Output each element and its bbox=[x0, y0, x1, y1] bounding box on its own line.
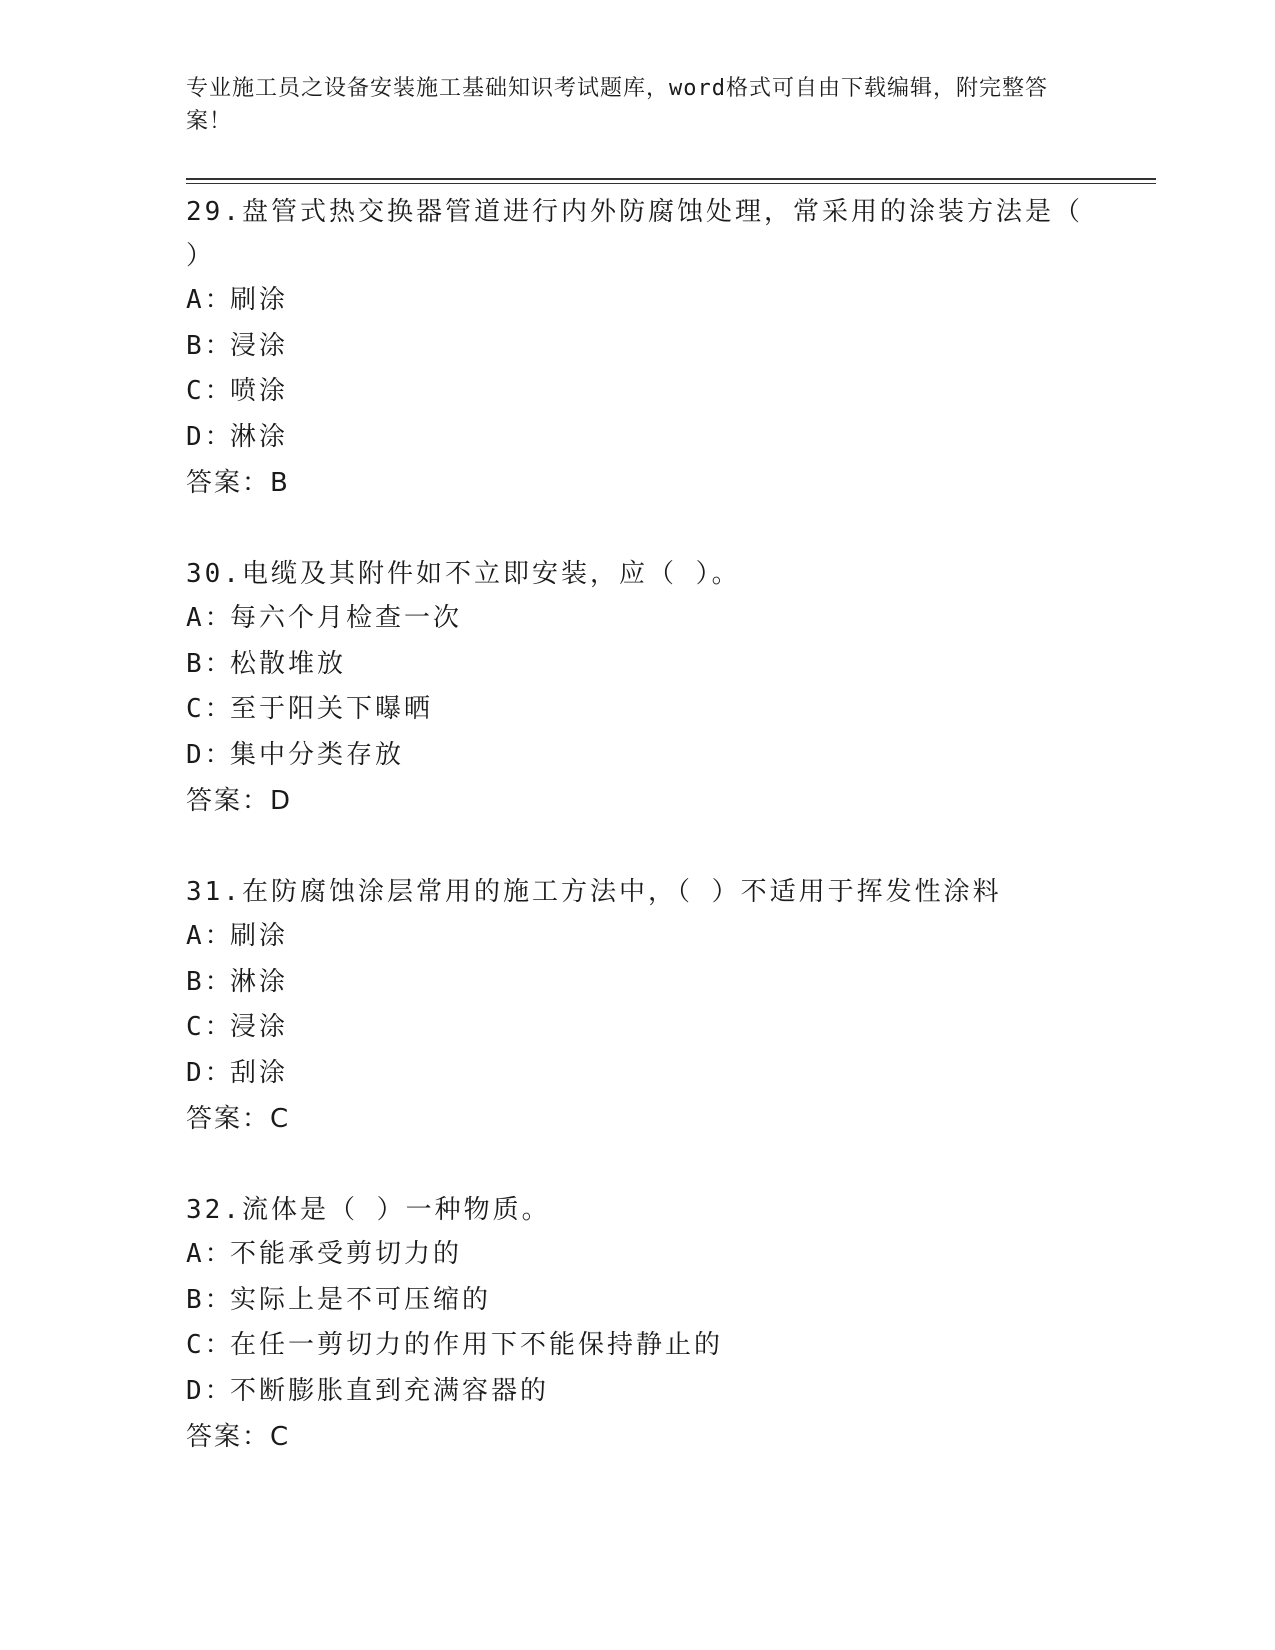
question-stem: 30.电缆及其附件如不立即安装，应（ ）。 bbox=[186, 559, 741, 589]
option-b bbox=[186, 960, 1086, 1006]
option-d bbox=[186, 1369, 1086, 1415]
option-a bbox=[186, 278, 1086, 324]
header-divider bbox=[186, 178, 1156, 180]
option-text: 不断膨胀直到充满容器的 bbox=[230, 1375, 550, 1406]
answer-label: 答案： bbox=[186, 786, 271, 816]
option-letter: D： bbox=[186, 1375, 234, 1406]
option-letter: C： bbox=[186, 1330, 234, 1360]
option-text: 每六个月检查一次 bbox=[230, 603, 463, 633]
option-letter: A： bbox=[186, 921, 234, 951]
answer-label: 答案： bbox=[186, 468, 271, 498]
option-text: 刮涂 bbox=[230, 1057, 289, 1088]
question-31 bbox=[186, 870, 1086, 1142]
option-text: 淋涂 bbox=[230, 421, 289, 452]
option-text: 喷涂 bbox=[230, 376, 289, 406]
option-letter: D： bbox=[186, 739, 234, 770]
option-letter: C： bbox=[186, 694, 234, 724]
question-stem: 31.在防腐蚀涂层常用的施工方法中，（ ）不适用于挥发性涂料 bbox=[186, 877, 1002, 907]
answer-value: C bbox=[270, 1422, 291, 1452]
answer-value: D bbox=[270, 786, 293, 816]
option-letter: C： bbox=[186, 1012, 234, 1042]
option-letter: A： bbox=[186, 603, 234, 633]
answer-line bbox=[186, 1414, 1086, 1460]
option-letter: D： bbox=[186, 1057, 234, 1088]
option-text: 至于阳关下曝晒 bbox=[230, 694, 434, 724]
answer-line bbox=[186, 1096, 1086, 1142]
option-c bbox=[186, 1005, 1086, 1051]
option-letter: B： bbox=[186, 1284, 234, 1315]
option-d bbox=[186, 733, 1086, 779]
option-text: 在任一剪切力的作用下不能保持静止的 bbox=[230, 1330, 724, 1360]
option-a bbox=[186, 596, 1086, 642]
answer-line bbox=[186, 460, 1086, 506]
question-list bbox=[186, 190, 1086, 1506]
option-text: 淋涂 bbox=[230, 966, 289, 997]
option-text: 刷涂 bbox=[230, 921, 289, 951]
option-text: 刷涂 bbox=[230, 285, 289, 315]
question-stem: 29.盘管式热交换器管道进行内外防腐蚀处理，常采用的涂装方法是（ ） bbox=[186, 197, 1083, 271]
document-header: 专业施工员之设备安装施工基础知识考试题库，word格式可自由下载编辑，附完整答案！ bbox=[186, 76, 1048, 134]
question-30 bbox=[186, 552, 1086, 824]
option-b bbox=[186, 1278, 1086, 1324]
option-text: 实际上是不可压缩的 bbox=[230, 1284, 492, 1315]
answer-label: 答案： bbox=[186, 1104, 271, 1134]
option-a bbox=[186, 1232, 1086, 1278]
option-text: 浸涂 bbox=[230, 330, 289, 361]
option-a bbox=[186, 914, 1086, 960]
option-text: 不能承受剪切力的 bbox=[230, 1239, 463, 1269]
answer-line bbox=[186, 778, 1086, 824]
question-29 bbox=[186, 190, 1086, 506]
header-divider-thin bbox=[186, 183, 1156, 184]
option-letter: A： bbox=[186, 1239, 234, 1269]
option-text: 松散堆放 bbox=[230, 648, 347, 679]
option-text: 浸涂 bbox=[230, 1012, 289, 1042]
option-letter: A： bbox=[186, 285, 234, 315]
answer-value: B bbox=[270, 468, 290, 498]
option-text: 集中分类存放 bbox=[230, 739, 405, 770]
answer-value: C bbox=[270, 1104, 291, 1134]
option-letter: D： bbox=[186, 421, 234, 452]
option-c bbox=[186, 1323, 1086, 1369]
option-letter: B： bbox=[186, 648, 234, 679]
question-32 bbox=[186, 1188, 1086, 1460]
option-d bbox=[186, 415, 1086, 461]
question-stem: 32.流体是（ ）一种物质。 bbox=[186, 1195, 551, 1225]
option-letter: C： bbox=[186, 376, 234, 406]
option-letter: B： bbox=[186, 966, 234, 997]
option-letter: B： bbox=[186, 330, 234, 361]
option-b bbox=[186, 642, 1086, 688]
option-b bbox=[186, 324, 1086, 370]
option-c bbox=[186, 687, 1086, 733]
document-page bbox=[186, 0, 1146, 1650]
option-c bbox=[186, 369, 1086, 415]
answer-label: 答案： bbox=[186, 1422, 271, 1452]
option-d bbox=[186, 1051, 1086, 1097]
